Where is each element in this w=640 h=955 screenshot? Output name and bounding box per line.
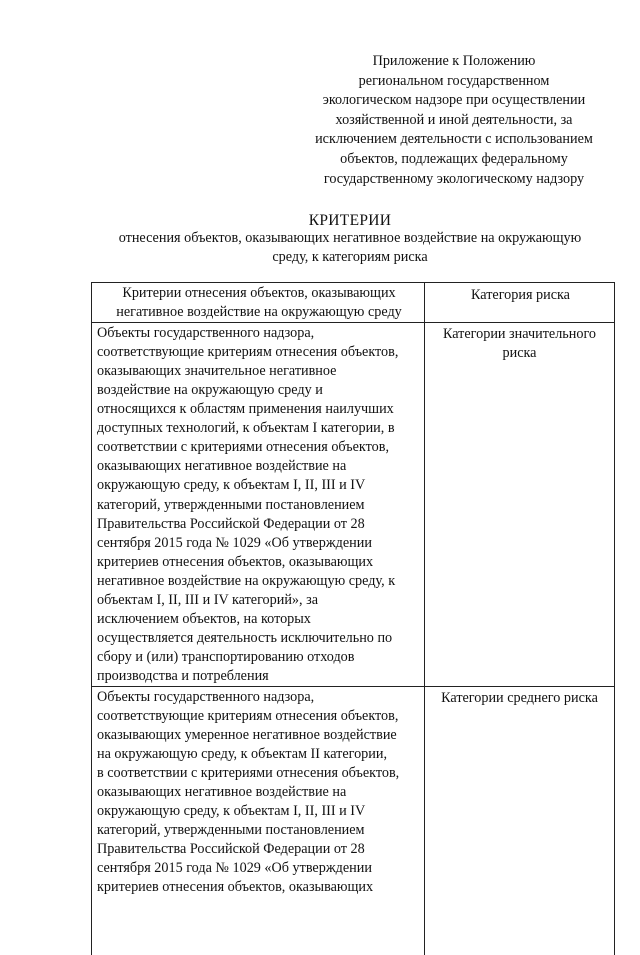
header-category [425, 283, 615, 323]
criteria-line: сбору и (или) транспортированию отходов [97, 648, 355, 665]
criteria-line: оказывающих умеренное негативное воздействие [97, 727, 397, 744]
criteria-line: окружающую среду, к объектам I, II, III и IV [97, 803, 366, 820]
header-criteria-line: Критерии отнесения объектов, оказывающих [122, 285, 396, 301]
criteria-line: Правительства Российской Федерации от 28 [97, 515, 365, 532]
criteria-line: Объекты государственного надзора, [97, 325, 315, 342]
document-subtitle [80, 229, 620, 267]
category-line: Категории значительного [442, 326, 597, 343]
appendix-line: государственному экологическому надзору [323, 170, 585, 187]
criteria-line: оказывающих негативное воздействие на [97, 784, 347, 801]
category-line: риска [502, 345, 537, 362]
criteria-line: осуществляется деятельность исключительно по [97, 629, 393, 646]
criteria-line: оказывающих негативное воздействие на [97, 458, 347, 475]
criteria-line: окружающую среду, к объектам I, II, III и IV [97, 477, 366, 494]
criteria-line: сентября 2015 года № 1029 «Об утверждении [97, 534, 372, 551]
criteria-line: сентября 2015 года № 1029 «Об утверждении [97, 860, 372, 877]
criteria-line: на окружающую среду, к объектам II категории, [97, 746, 388, 763]
criteria-line: негативное воздействие на окружающую среду, к [97, 572, 396, 589]
appendix-line: Приложение к Положению [372, 53, 536, 69]
criteria-cell [92, 323, 425, 687]
criteria-line: критериев отнесения объектов, оказывающих [97, 553, 374, 570]
criteria-table [91, 282, 615, 955]
criteria-line: соответствующие критериям отнесения объектов, [97, 344, 399, 361]
header-criteria [92, 283, 425, 323]
appendix-line: хозяйственной и иной деятельности, за [335, 111, 573, 128]
criteria-line: категорий, утвержденными постановлением [97, 496, 365, 513]
criteria-line: категорий, утвержденными постановлением [97, 822, 365, 839]
appendix-line: экологическом надзоре при осуществлении [322, 92, 586, 109]
table-header-row [92, 283, 615, 323]
appendix-line: исключением деятельности с использованием [315, 131, 593, 148]
header-criteria-line: негативное воздействие на окружающую среду [116, 304, 402, 321]
criteria-line: производства и потребления [97, 667, 269, 684]
header-category-label: Категория риска [471, 287, 570, 303]
category-cell [425, 686, 615, 955]
table-row [92, 323, 615, 687]
criteria-line: исключением объектов, на которых [97, 610, 311, 627]
criteria-line: воздействие на окружающую среду и [97, 382, 323, 399]
criteria-line: в соответствии с критериями отнесения объектов, [97, 765, 400, 782]
subtitle-line: отнесения объектов, оказывающих негативное воздействие на окружающую [118, 230, 582, 246]
criteria-line: относящихся к областям применения наилучших [97, 401, 394, 418]
appendix-line: региональном государственном [358, 72, 550, 89]
appendix-line: объектов, подлежащих федеральному [340, 150, 568, 167]
criteria-line: критериев отнесения объектов, оказывающих [97, 879, 374, 896]
criteria-line: соответствующие критериям отнесения объектов, [97, 708, 399, 725]
subtitle-line: среду, к категориям риска [272, 249, 428, 265]
document-title: КРИТЕРИИ [308, 212, 392, 229]
criteria-cell [92, 686, 425, 955]
criteria-line: соответствии с критериями отнесения объектов, [97, 439, 389, 456]
criteria-line: оказывающих значительное негативное [97, 363, 337, 380]
appendix-header [300, 52, 608, 189]
category-line: Категории среднего риска [441, 689, 598, 706]
criteria-line: Объекты государственного надзора, [97, 688, 315, 705]
criteria-line: Правительства Российской Федерации от 28 [97, 841, 365, 858]
table-row [92, 686, 615, 955]
category-cell [425, 323, 615, 687]
criteria-line: доступных технологий, к объектам I категории, в [97, 420, 395, 437]
criteria-line: объектам I, II, III и IV категорий», за [97, 591, 319, 608]
